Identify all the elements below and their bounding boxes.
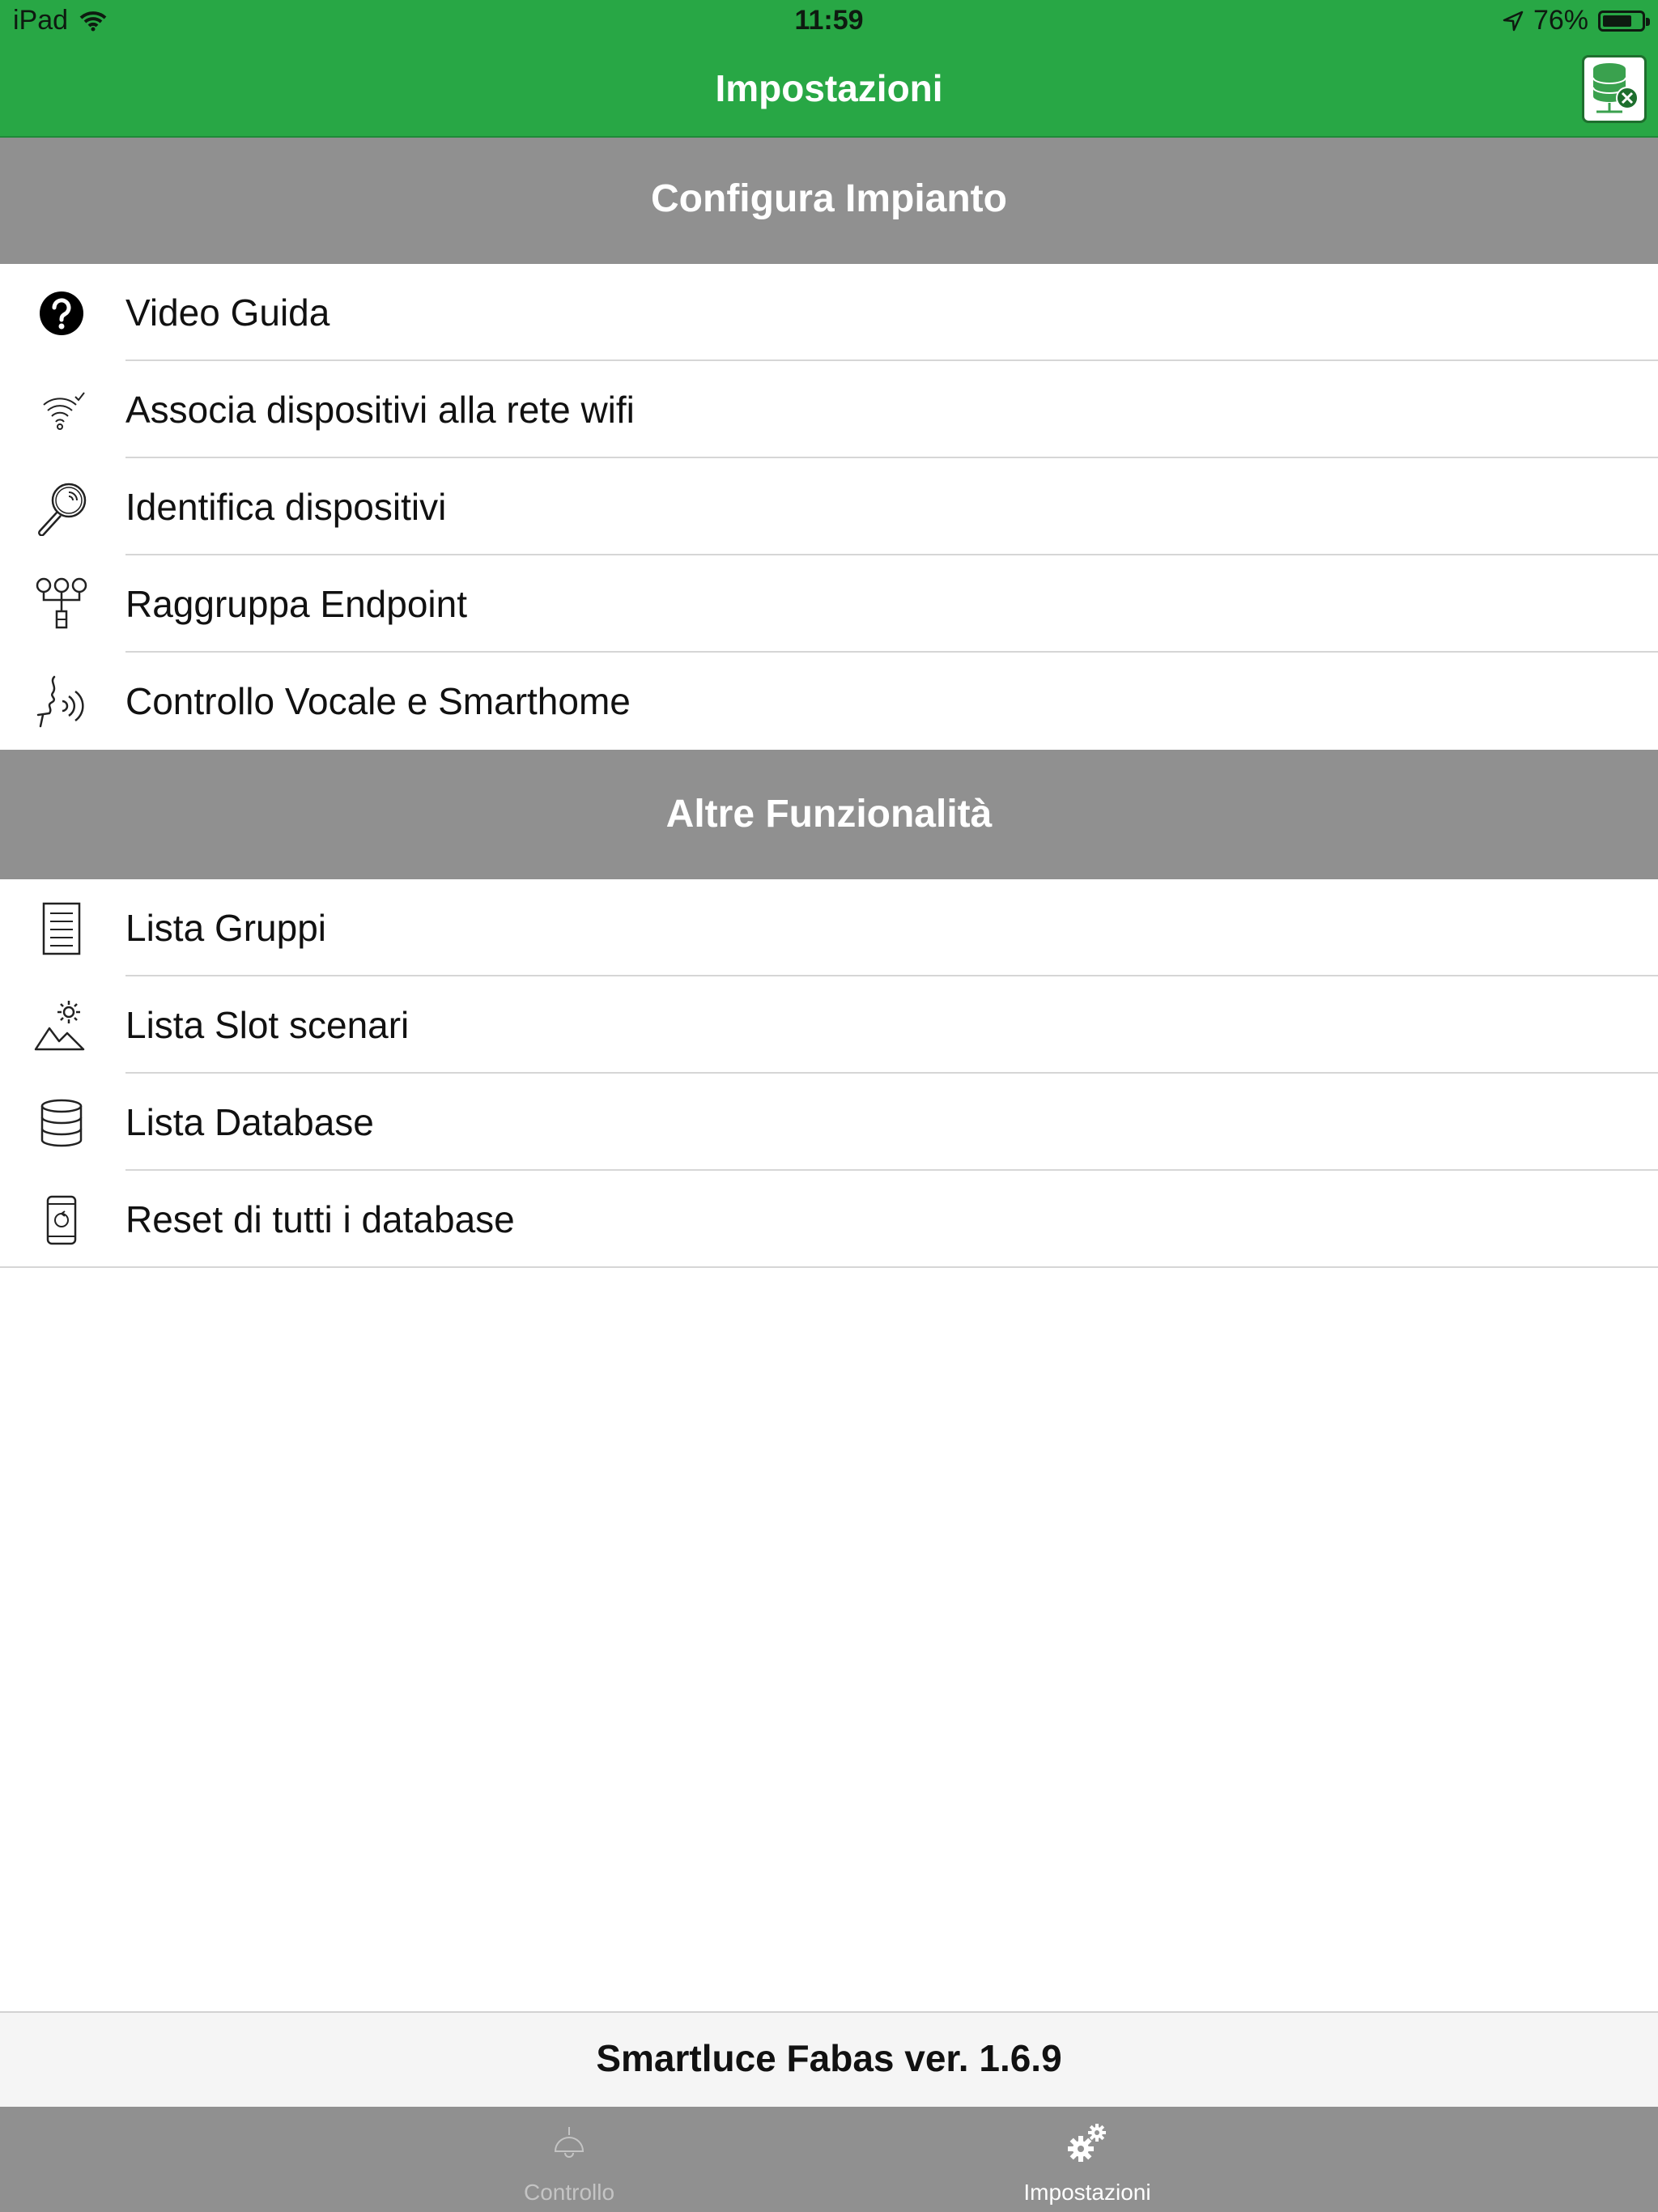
database-disconnect-button[interactable] [1582, 55, 1647, 123]
menu-item-label: Raggruppa Endpoint [125, 583, 467, 625]
menu-item-video-guida[interactable] [0, 264, 1658, 361]
nav-bar [0, 44, 1658, 138]
device-name: iPad [13, 5, 69, 36]
database-icon [32, 1098, 91, 1148]
menu-item-identifica-dispositivi[interactable] [0, 458, 1658, 555]
tab-label: Controllo [523, 2180, 615, 2205]
menu-item-controllo-vocale[interactable] [0, 653, 1658, 750]
menu-item-lista-gruppi[interactable] [0, 879, 1658, 976]
voice-control-icon [32, 677, 91, 727]
scene-landscape-icon [32, 1001, 91, 1051]
database-disconnect-icon [1588, 61, 1640, 117]
menu-item-label: Controllo Vocale e Smarthome [125, 680, 631, 722]
tab-label: Impostazioni [1023, 2180, 1151, 2205]
menu-item-label: Lista Gruppi [125, 907, 327, 949]
battery-percent: 76% [1533, 5, 1588, 36]
wifi-check-icon [32, 385, 91, 436]
menu-item-label: Associa dispositivi alla rete wifi [125, 389, 635, 431]
menu-item-associa-wifi[interactable] [0, 361, 1658, 458]
menu-item-label: Reset di tutti i database [125, 1198, 515, 1240]
status-right [1503, 5, 1645, 36]
tab-impostazioni[interactable] [925, 2107, 1249, 2212]
help-circle-icon [32, 288, 91, 338]
menu-item-label: Video Guida [125, 291, 330, 334]
version-label: Smartluce Fabas ver. 1.6.9 [0, 2011, 1658, 2107]
row-separator [0, 1266, 1658, 1268]
gears-icon [925, 2118, 1249, 2170]
menu-item-lista-database[interactable] [0, 1074, 1658, 1171]
menu-item-reset-database[interactable] [0, 1171, 1658, 1268]
menu-item-label: Lista Slot scenari [125, 1004, 410, 1046]
menu-item-lista-slot-scenari[interactable] [0, 976, 1658, 1074]
battery-icon [1598, 11, 1645, 32]
battery-fill [1603, 15, 1631, 27]
menu-item-raggruppa-endpoint[interactable] [0, 555, 1658, 653]
section-header-configura-impianto: Configura Impianto [0, 138, 1658, 264]
page-title: Impostazioni [715, 67, 943, 109]
menu-item-label: Lista Database [125, 1101, 374, 1143]
tab-bar [0, 2107, 1658, 2212]
bulbs-group-icon [32, 580, 91, 630]
menu-item-label: Identifica dispositivi [125, 486, 447, 528]
status-bar [0, 0, 1658, 44]
magnifier-signal-icon [32, 483, 91, 533]
section-header-altre-funzionalita: Altre Funzionalità [0, 750, 1658, 879]
tab-controllo[interactable] [407, 2107, 731, 2212]
status-time: 11:59 [794, 5, 864, 36]
lamp-icon [407, 2118, 731, 2170]
phone-reset-icon [32, 1195, 91, 1245]
document-list-icon [32, 904, 91, 954]
location-arrow-icon [1503, 11, 1524, 32]
